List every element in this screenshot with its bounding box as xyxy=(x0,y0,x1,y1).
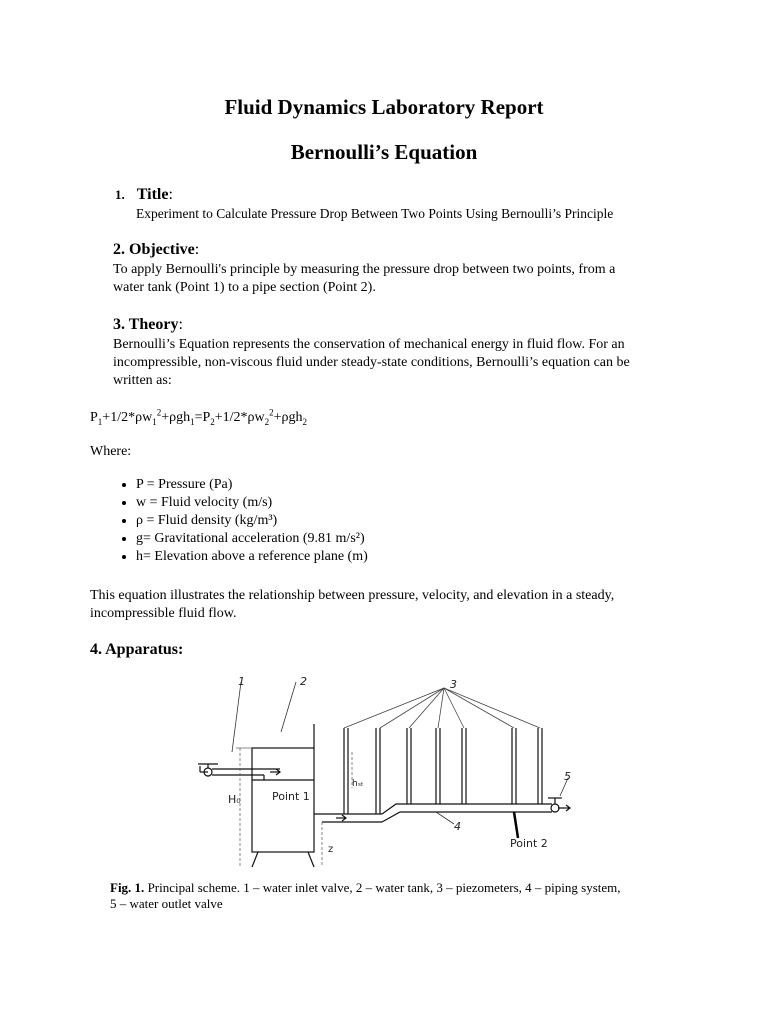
label-1: 1 xyxy=(238,675,245,688)
list-item: • P = Pressure (Pa) xyxy=(136,476,368,494)
list-item: • h= Elevation above a reference plane (m) xyxy=(136,548,368,566)
apparatus-heading xyxy=(90,641,183,659)
objective-line-2: water tank (Point 1) to a pipe section (Point 2). xyxy=(113,280,376,295)
point-2-label: Point 2 xyxy=(510,837,548,850)
conclusion-line-1: This equation illustrates the relationship between pressure, velocity, and elevation in a steady, xyxy=(90,588,615,603)
caption-line-1: Principal scheme. 1 – water inlet valve, 2 – water tank, 3 – piezometers, 4 – piping system, xyxy=(147,880,621,895)
variable-list xyxy=(118,476,368,566)
apparatus-diagram xyxy=(196,672,586,877)
objective-heading: 2. Objective: xyxy=(113,241,200,258)
label-3: 3 xyxy=(450,678,457,691)
label-4: 4 xyxy=(454,820,461,833)
label-2: 2 xyxy=(300,675,307,688)
hst-label: hₛₜ xyxy=(352,779,364,789)
water-outlet-valve xyxy=(548,778,568,812)
figure-caption xyxy=(110,880,670,912)
theory-line-1: Bernoulli’s Equation represents the conservation of mechanical energy in fluid flow. For an xyxy=(113,337,625,352)
piezometer-tubes xyxy=(344,728,542,814)
section-number: 1. xyxy=(115,187,125,202)
theory-label: 3. Theory xyxy=(113,316,179,333)
report-title: Fluid Dynamics Laboratory Report xyxy=(224,95,544,119)
z-label: z xyxy=(328,844,334,855)
h0-label: H₀ xyxy=(228,793,241,806)
piping-system xyxy=(382,804,570,822)
caption-prefix: Fig. 1. xyxy=(110,880,145,895)
theory-line-2: incompressible, non-viscous fluid under steady-state conditions, Bernoulli’s equation can be xyxy=(113,355,630,370)
water-inlet-valve xyxy=(198,764,280,780)
caption-line-2: 5 – water outlet valve xyxy=(110,896,223,911)
report-subtitle: Bernoulli’s Equation xyxy=(290,140,478,164)
section-title-label: Title xyxy=(136,186,169,203)
objective-label: 2. Objective xyxy=(113,241,195,258)
label-5: 5 xyxy=(564,770,571,783)
objective-line-1: To apply Bernoulli's principle by measuring the pressure drop between two points, from a xyxy=(113,262,616,277)
section-title-heading: 1. Title: xyxy=(115,186,173,203)
theory-line-3: written as: xyxy=(113,373,172,388)
point-1-label: Point 1 xyxy=(272,790,310,803)
bernoulli-equation: $P_1+1/2*\rho w_1^2+\rho gh_1=P_2+1/2*\rho w_2^2+\rho gh_2$ xyxy=(90,407,308,427)
theory-heading: 3. Theory: xyxy=(113,316,183,333)
list-item: • ρ = Fluid density (kg/m³) xyxy=(136,512,368,530)
piezometer-leader-lines xyxy=(344,688,540,728)
where-label: Where: xyxy=(90,444,132,459)
list-item: • g= Gravitational acceleration (9.81 m/s²) xyxy=(136,530,368,548)
conclusion-line-2: incompressible fluid flow. xyxy=(90,606,237,621)
apparatus-label: 4. Apparatus: xyxy=(90,641,184,658)
list-item: • w = Fluid velocity (m/s) xyxy=(136,494,368,512)
title-text: Experiment to Calculate Pressure Drop Between Two Points Using Bernoulli’s Principle xyxy=(136,206,614,221)
